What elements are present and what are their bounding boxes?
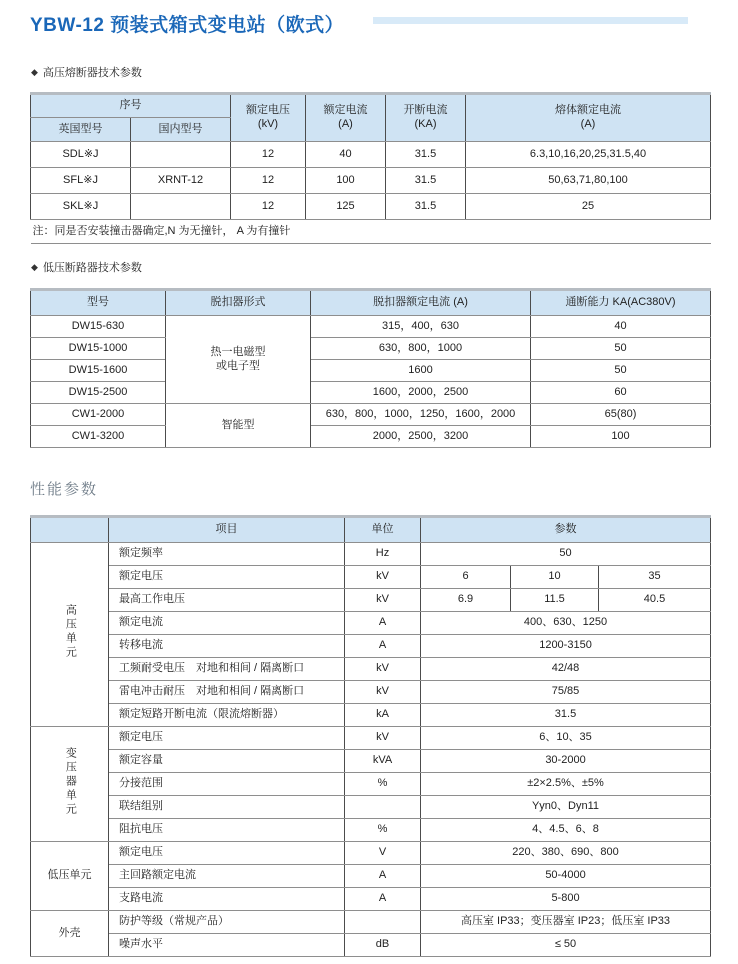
cell-param: ≤ 50 [421, 934, 711, 957]
cell-param: 50 [421, 543, 711, 566]
cell-param: 30-2000 [421, 750, 711, 773]
cell-domestic-model [131, 194, 231, 220]
cell-model: CW1-2000 [31, 404, 166, 426]
cell-model: DW15-1000 [31, 338, 166, 360]
cell-param: 31.5 [421, 704, 711, 727]
cell-unit: % [345, 773, 421, 796]
cell-param: 4、4.5、6、8 [421, 819, 711, 842]
cell-item: 分接范围 [109, 773, 345, 796]
cell-model: DW15-630 [31, 316, 166, 338]
page-title: YBW-12 预装式箱式变电站（欧式） [30, 15, 345, 36]
cell-param: 高压室 IP33；变压器室 IP23；低压室 IP33 [421, 911, 711, 934]
header-label: 开断电流 [403, 104, 448, 117]
cell-unit [345, 796, 421, 819]
cell-capacity: 100 [531, 426, 711, 448]
cell-item: 转移电流 [109, 635, 345, 658]
col-header-trip-current: 脱扣器额定电流 (A) [311, 290, 531, 316]
group-label-lv-unit: 低压单元 [31, 842, 109, 911]
cell-domestic-model: XRNT-12 [131, 168, 231, 194]
cell-param: ±2×2.5%、±5% [421, 773, 711, 796]
cell-model: CW1-3200 [31, 426, 166, 448]
cell-fuse-current: 25 [466, 194, 711, 220]
performance-table [30, 515, 711, 957]
header-label: 额定电流 [323, 104, 368, 117]
cell-domestic-model [131, 142, 231, 168]
header-unit: (kV) [257, 118, 279, 130]
cell-model: DW15-2500 [31, 382, 166, 404]
table-row [31, 566, 711, 589]
cell-unit: dB [345, 934, 421, 957]
cell-param: 10 [511, 566, 599, 589]
group-label-text: 高压单元 [64, 604, 77, 661]
table-row [31, 842, 711, 865]
cell-fuse-current: 50,63,71,80,100 [466, 168, 711, 194]
cell-unit: kV [345, 727, 421, 750]
cell-current: 40 [306, 142, 386, 168]
col-header-unit: 单位 [345, 517, 421, 543]
cell-unit: % [345, 819, 421, 842]
table-row [31, 911, 711, 934]
cell-uk-model: SKL※J [31, 194, 131, 220]
cell-param: 42/48 [421, 658, 711, 681]
cell-item: 额定电压 [109, 727, 345, 750]
lv-breaker-table [30, 288, 711, 448]
col-header-domestic-model: 国内型号 [131, 118, 231, 142]
cell-voltage: 12 [231, 142, 306, 168]
col-header-rated-voltage [231, 94, 306, 142]
cell-item: 额定容量 [109, 750, 345, 773]
cell-fuse-current: 6.3,10,16,20,25,31.5,40 [466, 142, 711, 168]
table-row [31, 727, 711, 750]
cell-param: 5-800 [421, 888, 711, 911]
cell-unit: kV [345, 566, 421, 589]
header-unit: (A) [580, 118, 596, 130]
cell-param: 6、10、35 [421, 727, 711, 750]
section-label-text: 高压熔断器技术参数 [42, 67, 142, 79]
table-header-row [31, 94, 711, 118]
group-label-hv-unit [31, 543, 109, 727]
cell-unit: V [345, 842, 421, 865]
col-header-rated-current [306, 94, 386, 142]
cell-unit: A [345, 888, 421, 911]
table-row [31, 589, 711, 612]
table-row [31, 658, 711, 681]
cell-current: 125 [306, 194, 386, 220]
table-row [31, 865, 711, 888]
cell-param: 35 [599, 566, 711, 589]
col-header-trip-type: 脱扣器形式 [166, 290, 311, 316]
cell-unit: kV [345, 589, 421, 612]
cell-param: 75/85 [421, 681, 711, 704]
col-header-breaking-current [386, 94, 466, 142]
table-row [31, 194, 711, 220]
cell-breaking: 31.5 [386, 194, 466, 220]
table-row [31, 426, 711, 448]
cell-capacity: 50 [531, 338, 711, 360]
cell-item: 雷电冲击耐压 对地和相间 / 隔离断口 [109, 681, 345, 704]
cell-item: 主回路额定电流 [109, 865, 345, 888]
cell-capacity: 60 [531, 382, 711, 404]
table-row [31, 681, 711, 704]
cell-capacity: 65(80) [531, 404, 711, 426]
table-row [31, 543, 711, 566]
cell-item: 噪声水平 [109, 934, 345, 957]
cell-trip-current: 2000，2500，3200 [311, 426, 531, 448]
cell-item: 最高工作电压 [109, 589, 345, 612]
cell-item: 额定电压 [109, 842, 345, 865]
table-header-row [31, 517, 711, 543]
cell-voltage: 12 [231, 194, 306, 220]
table-row [31, 382, 711, 404]
col-header-item: 项目 [109, 517, 345, 543]
title-accent-bar [373, 17, 688, 24]
cell-param: 400、630、1250 [421, 612, 711, 635]
cell-param: 11.5 [511, 589, 599, 612]
cell-trip-type: 智能型 [166, 404, 311, 448]
hv-fuse-table [30, 92, 711, 244]
section-label-text: 低压断路器技术参数 [42, 262, 142, 274]
performance-section-title: 性能参数 [30, 481, 99, 498]
cell-trip-current: 1600，2000，2500 [311, 382, 531, 404]
table-row [31, 168, 711, 194]
cell-uk-model: SFL※J [31, 168, 131, 194]
cell-item: 支路电流 [109, 888, 345, 911]
trip-type-line: 或电子型 [216, 359, 260, 372]
section-label-fuse [31, 64, 142, 80]
cell-unit: kA [345, 704, 421, 727]
table-row [31, 704, 711, 727]
header-label: 熔体额定电流 [555, 104, 621, 117]
cell-unit: kV [345, 658, 421, 681]
table-row [31, 819, 711, 842]
cell-breaking: 31.5 [386, 142, 466, 168]
section-label-breaker [31, 259, 142, 275]
table-note: 注：同是否安装撞击器确定,N 为无撞针， A 为有撞针 [31, 220, 711, 244]
diamond-bullet-icon: ◆ [31, 262, 38, 272]
cell-unit [345, 911, 421, 934]
table-note-row [31, 220, 711, 244]
cell-unit: kVA [345, 750, 421, 773]
cell-trip-current: 1600 [311, 360, 531, 382]
cell-param: Yyn0、Dyn11 [421, 796, 711, 819]
col-header-serial: 序号 [31, 94, 231, 118]
cell-item: 额定短路开断电流（限流熔断器） [109, 704, 345, 727]
trip-type-line: 热一电磁型 [210, 345, 266, 358]
cell-item: 联结组别 [109, 796, 345, 819]
table-row [31, 142, 711, 168]
cell-item: 阻抗电压 [109, 819, 345, 842]
table-row [31, 934, 711, 957]
cell-trip-current: 315，400，630 [311, 316, 531, 338]
header-unit: (A) [338, 118, 353, 130]
table-row [31, 750, 711, 773]
table-row [31, 635, 711, 658]
cell-param: 1200-3150 [421, 635, 711, 658]
cell-trip-current: 630，800，1000，1250，1600，2000 [311, 404, 531, 426]
cell-item: 额定电压 [109, 566, 345, 589]
cell-item: 额定频率 [109, 543, 345, 566]
cell-voltage: 12 [231, 168, 306, 194]
cell-model: DW15-1600 [31, 360, 166, 382]
cell-breaking: 31.5 [386, 168, 466, 194]
diamond-bullet-icon: ◆ [31, 67, 38, 77]
col-header-fuse-rated-current [466, 94, 711, 142]
cell-param: 50-4000 [421, 865, 711, 888]
cell-trip-current: 630，800，1000 [311, 338, 531, 360]
group-label-enclosure: 外壳 [31, 911, 109, 957]
cell-param: 6 [421, 566, 511, 589]
cell-unit: A [345, 612, 421, 635]
table-row [31, 338, 711, 360]
cell-capacity: 40 [531, 316, 711, 338]
col-header-group [31, 517, 109, 543]
table-row [31, 773, 711, 796]
cell-param: 220、380、690、800 [421, 842, 711, 865]
cell-item: 工频耐受电压 对地和相间 / 隔离断口 [109, 658, 345, 681]
header-label: 额定电压 [246, 104, 290, 117]
group-label-text: 变压器单元 [64, 746, 77, 817]
col-header-model: 型号 [31, 290, 166, 316]
cell-item: 额定电流 [109, 612, 345, 635]
col-header-param: 参数 [421, 517, 711, 543]
table-row [31, 360, 711, 382]
table-row [31, 888, 711, 911]
cell-unit: kV [345, 681, 421, 704]
cell-item: 防护等级（常规产品） [109, 911, 345, 934]
header-unit: (KA) [414, 118, 437, 130]
cell-uk-model: SDL※J [31, 142, 131, 168]
cell-param: 6.9 [421, 589, 511, 612]
cell-unit: Hz [345, 543, 421, 566]
group-label-transformer-unit [31, 727, 109, 842]
table-header-row [31, 290, 711, 316]
table-row [31, 404, 711, 426]
table-row [31, 612, 711, 635]
cell-current: 100 [306, 168, 386, 194]
cell-trip-type [166, 316, 311, 404]
col-header-uk-model: 英国型号 [31, 118, 131, 142]
cell-param: 40.5 [599, 589, 711, 612]
table-row [31, 316, 711, 338]
cell-capacity: 50 [531, 360, 711, 382]
cell-unit: A [345, 865, 421, 888]
table-row [31, 796, 711, 819]
cell-unit: A [345, 635, 421, 658]
col-header-capacity: 通断能力 KA(AC380V) [531, 290, 711, 316]
